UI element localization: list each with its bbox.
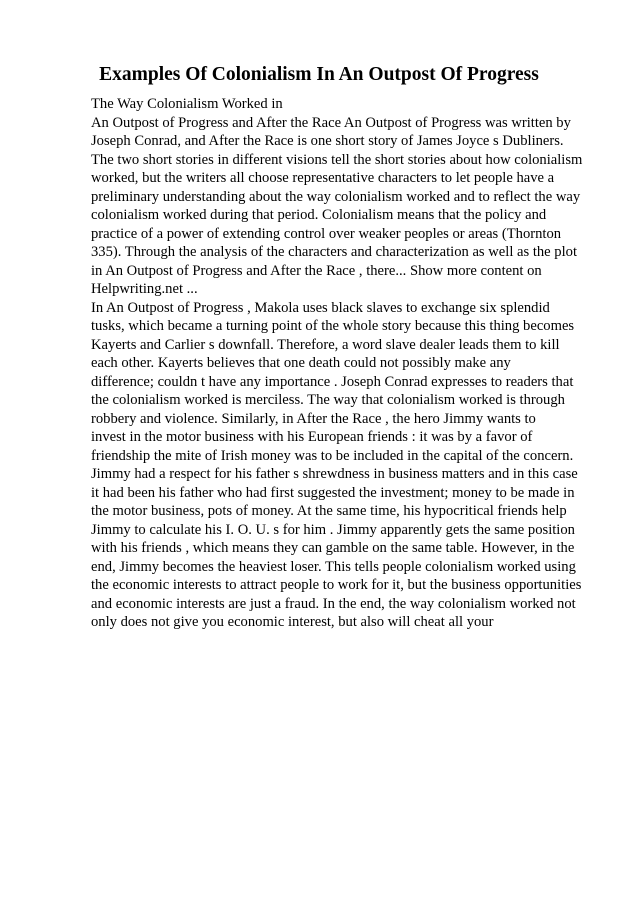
text-line: friendship the mite of Irish money was to be included in the capital of the concern.	[91, 447, 574, 464]
text-line: The Way Colonialism Worked in	[91, 96, 283, 112]
text-line: Jimmy to calculate his I. O. U. s for him . Jimmy apparently gets the same position	[91, 521, 575, 538]
text-line: An Outpost of Progress and After the Race An Outpost of Progress was written by	[91, 114, 571, 131]
text-line: only does not give you economic interest, but also will cheat all your	[91, 614, 494, 630]
text-line: 335). Through the analysis of the characters and characterization as well as the plot	[91, 244, 578, 260]
text-line: preliminary understanding about the way colonialism worked and to reflect the way	[91, 188, 581, 205]
text-line: Jimmy had a respect for his father s shrewdness in business matters and in this case	[91, 466, 578, 482]
text-line: with his friends , which means they can gamble on the same table. However, in the	[91, 540, 575, 556]
text-line: practice of a power of extending control over weaker peoples or areas (Thornton	[91, 225, 562, 242]
text-line: and economic interests are just a fraud. In the end, the way colonialism worked not	[91, 595, 576, 612]
text-line: difference; couldn t have any importance . Joseph Conrad expresses to readers that	[91, 373, 574, 390]
text-line: the motor business, pots of money. At the same time, his hypocritical friends help	[91, 503, 567, 519]
text-line: the colonialism worked is merciless. The way that colonialism worked is through	[91, 392, 565, 408]
text-line: Helpwriting.net ...	[91, 281, 198, 297]
document-title: Examples Of Colonialism In An Outpost Of Progress	[99, 64, 539, 85]
text-line: The two short stories in different visions tell the short stories about how colonialism	[91, 151, 583, 168]
text-line: invest in the motor business with his European friends : it was by a favor of	[91, 429, 533, 445]
text-line: worked, but the writers all choose representative characters to let people have a	[91, 170, 555, 186]
text-line: robbery and violence. Similarly, in After the Race , the hero Jimmy wants to	[91, 410, 536, 427]
text-line: in An Outpost of Progress and After the Race , there... Show more content on	[91, 262, 542, 279]
document-body	[91, 95, 591, 632]
text-line: In An Outpost of Progress , Makola uses black slaves to exchange six splendid	[91, 299, 550, 316]
text-line: Kayerts and Carlier s downfall. Therefore, a word slave dealer leads them to kill	[91, 336, 560, 353]
text-line: tusks, which became a turning point of the whole story because this thing becomes	[91, 318, 575, 334]
text-line: end, Jimmy becomes the heaviest loser. This tells people colonialism worked using	[91, 558, 576, 575]
text-line: Joseph Conrad, and After the Race is one short story of James Joyce s Dubliners.	[91, 133, 564, 149]
text-line: colonialism worked during that period. Colonialism means that the policy and	[91, 207, 547, 223]
text-line: the economic interests to attract people to work for it, but the business opportunities	[91, 577, 582, 593]
text-line: each other. Kayerts believes that one death could not possibly make any	[91, 355, 511, 371]
text-line: it had been his father who had first suggested the investment; money to be made in	[91, 484, 575, 501]
